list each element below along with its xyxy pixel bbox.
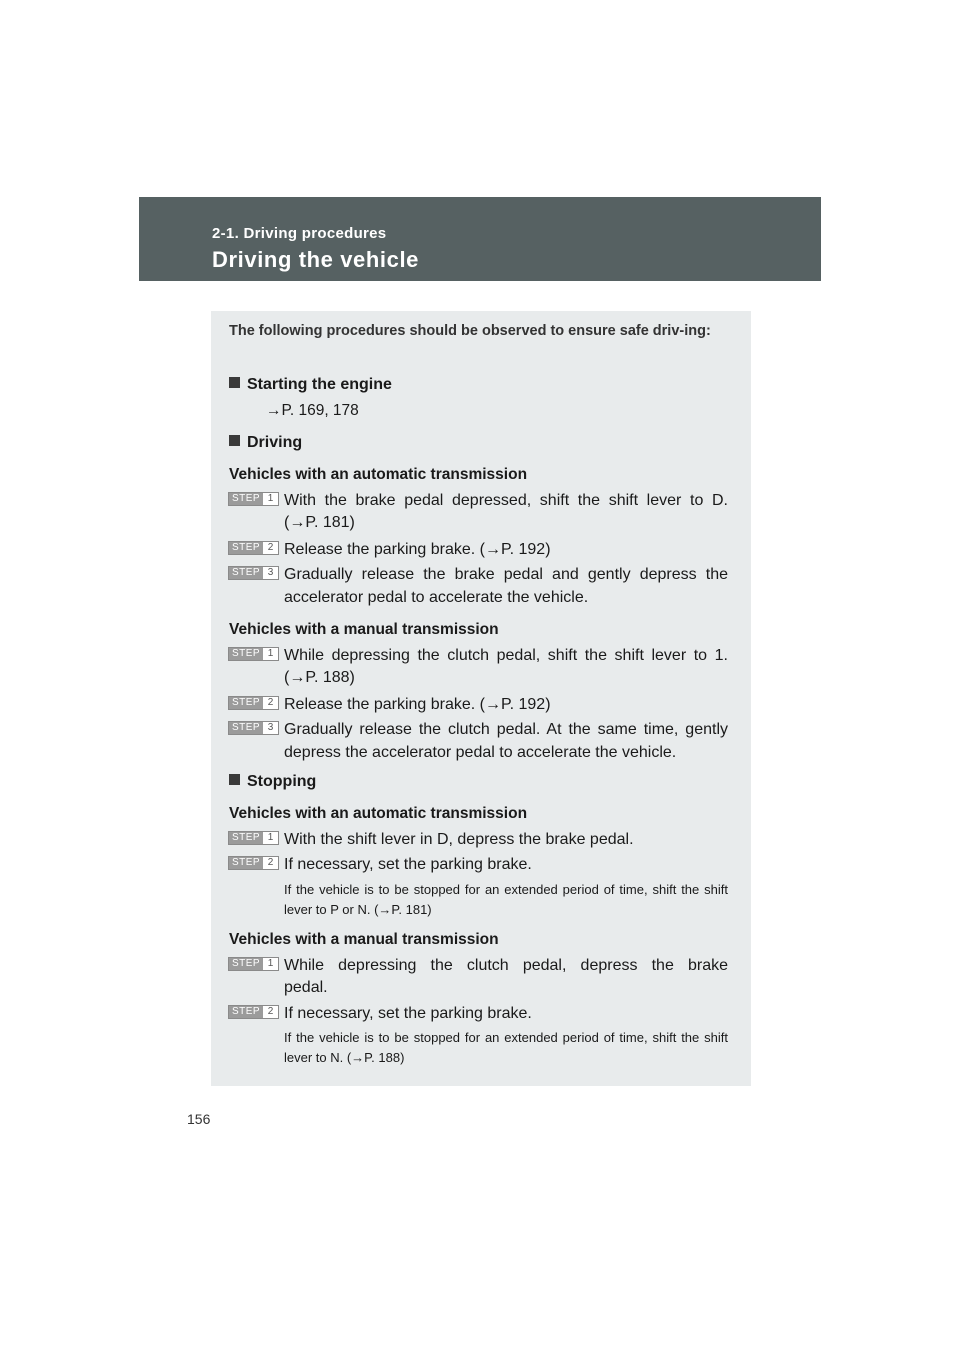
step-text: If necessary, set the parking brake. — [284, 856, 532, 873]
step-text-cont: accelerator pedal to accelerate the vehicle. — [284, 589, 589, 606]
step-text: If necessary, set the parking brake. — [284, 1005, 532, 1022]
square-bullet-icon — [229, 377, 240, 388]
step-badge: STEP 1 — [228, 957, 279, 971]
section-title: 2-1. Driving procedures — [212, 225, 387, 242]
step-badge: STEP 2 — [228, 1005, 279, 1019]
step-badge: STEP 2 — [228, 856, 279, 870]
step-text: Release the parking brake. (→P. 192) — [284, 541, 551, 558]
heading-label: Driving — [247, 434, 303, 451]
step-badge: STEP 2 — [228, 696, 279, 710]
starting-ref: →P. 169, 178 — [266, 402, 359, 419]
heading-driving — [229, 434, 302, 452]
step-badge: STEP 3 — [228, 566, 279, 580]
stopping-manual-title: Vehicles with a manual transmission — [229, 931, 499, 948]
step-badge: STEP 1 — [228, 647, 279, 661]
page-header — [139, 197, 821, 281]
driving-auto-title: Vehicles with an automatic transmission — [229, 466, 528, 483]
heading-label: Stopping — [247, 773, 317, 790]
step-text: With the shift lever in D, depress the brake pedal. — [284, 831, 634, 848]
step-text-cont: depress the accelerator pedal to accelerate the vehicle. — [284, 744, 677, 761]
step-text: While depressing the clutch pedal, depress the brake — [284, 957, 728, 974]
step-badge: STEP 1 — [228, 831, 279, 845]
step-text: Release the parking brake. (→P. 192) — [284, 696, 551, 713]
heading-stopping — [229, 773, 316, 791]
square-bullet-icon — [229, 435, 240, 446]
step-note: If the vehicle is to be stopped for an extended period of time, shift the shift lever to N. (→P. 188) — [284, 1030, 728, 1065]
procedures-panel — [211, 311, 751, 1086]
step-text: Gradually release the brake pedal and gently depress the — [284, 566, 728, 583]
page-title: Driving the vehicle — [212, 247, 420, 272]
stopping-auto-title: Vehicles with an automatic transmission — [229, 805, 528, 822]
step-badge: STEP 1 — [228, 492, 279, 506]
step-note: If the vehicle is to be stopped for an extended period of time, shift the shift lever to P or N. (→P. 181) — [284, 882, 728, 917]
step-text: While depressing the clutch pedal, shift the shift lever to 1. — [284, 647, 728, 664]
step-text-cont: (→P. 181) — [284, 514, 355, 531]
step-badge: STEP 2 — [228, 541, 279, 555]
square-bullet-icon — [229, 774, 240, 785]
heading-starting — [229, 376, 392, 394]
intro-text: The following procedures should be observed to ensure safe driv-ing: — [229, 323, 711, 339]
page-number: 156 — [187, 1111, 211, 1127]
step-text-cont: (→P. 188) — [284, 669, 355, 686]
step-text-cont: pedal. — [284, 979, 328, 996]
step-text: Gradually release the clutch pedal. At the same time, gently — [284, 721, 728, 738]
heading-label: Starting the engine — [247, 376, 392, 393]
step-badge: STEP 3 — [228, 721, 279, 735]
driving-manual-title: Vehicles with a manual transmission — [229, 621, 499, 638]
step-text: With the brake pedal depressed, shift the shift lever to D. — [284, 492, 728, 509]
